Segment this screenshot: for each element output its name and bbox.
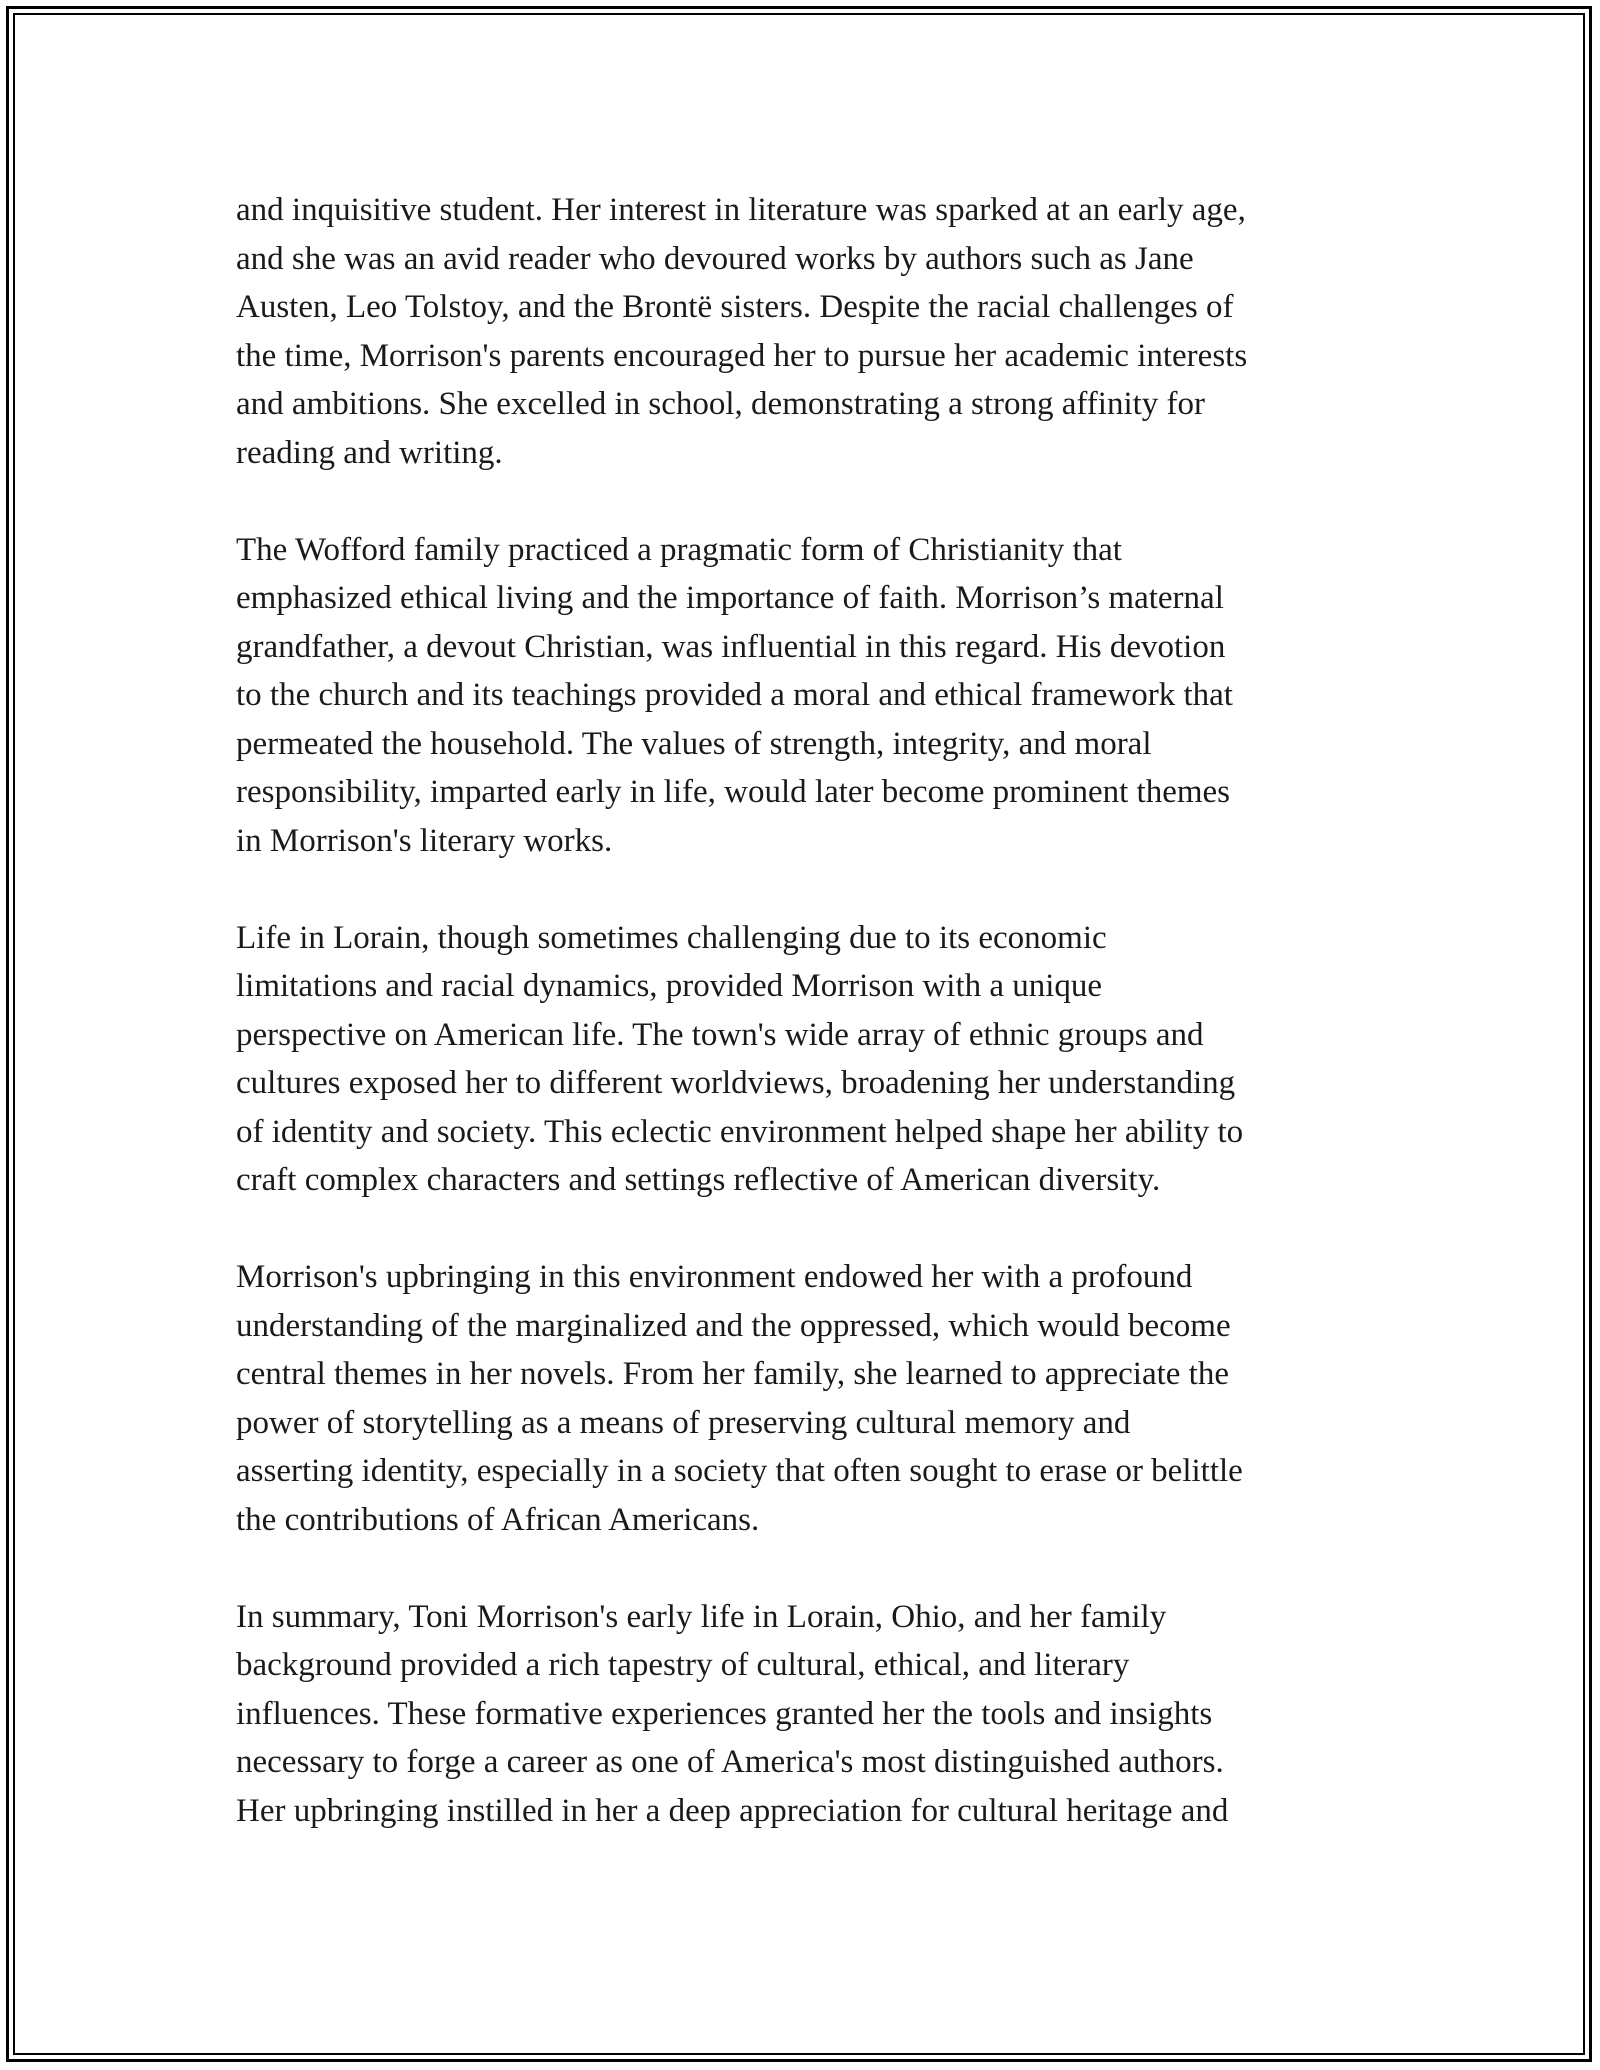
text-line: and ambitions. She excelled in school, demonstrating a strong affinity for (236, 386, 1206, 422)
paragraph-upbringing (236, 1253, 1386, 1544)
text-line: responsibility, imparted early in life, would later become prominent themes (236, 774, 1230, 810)
text-line: perspective on American life. The town's wide array of ethnic groups and (236, 1016, 1204, 1053)
text-line: of identity and society. This eclectic environment helped shape her ability to (236, 1113, 1244, 1150)
document-body (236, 186, 1386, 1884)
paragraph-family-faith (236, 526, 1386, 866)
text-line: background provided a rich tapestry of cultural, ethical, and literary (236, 1647, 1130, 1683)
text-line: Her upbringing instilled in her a deep appreciation for cultural heritage and (236, 1792, 1229, 1829)
text-line: cultures exposed her to different worldviews, broadening her understanding (236, 1065, 1236, 1101)
text-line: emphasized ethical living and the importance of faith. Morrison’s maternal (236, 580, 1224, 616)
text-line: the time, Morrison's parents encouraged her to pursue her academic interests (236, 337, 1248, 374)
text-line: influences. These formative experiences granted her the tools and insights (236, 1695, 1213, 1732)
text-line: to the church and its teachings provided a moral and ethical framework that (236, 677, 1233, 713)
text-line: Austen, Leo Tolstoy, and the Brontë sisters. Despite the racial challenges of (236, 289, 1234, 325)
text-line: grandfather, a devout Christian, was influential in this regard. His devotion (236, 628, 1226, 665)
text-line: and inquisitive student. Her interest in literature was sparked at an early age, (236, 192, 1246, 228)
text-line: The Wofford family practiced a pragmatic form of Christianity that (236, 531, 1122, 568)
paragraph-life-in-lorain (236, 914, 1386, 1205)
paragraph-summary (236, 1593, 1386, 1836)
text-line: in Morrison's literary works. (236, 822, 613, 859)
text-line: asserting identity, especially in a society that often sought to erase or belittle (236, 1453, 1243, 1489)
text-line: limitations and racial dynamics, provided Morrison with a unique (236, 968, 1103, 1004)
text-line: permeated the household. The values of strength, integrity, and moral (236, 725, 1152, 762)
paragraph-early-education (236, 186, 1386, 477)
text-line: central themes in her novels. From her family, she learned to appreciate the (236, 1356, 1229, 1392)
text-line: Life in Lorain, though sometimes challenging due to its economic (236, 919, 1107, 956)
text-line: and she was an avid reader who devoured works by authors such as Jane (236, 240, 1194, 277)
text-line: Morrison's upbringing in this environment endowed her with a profound (236, 1259, 1193, 1295)
text-line: In summary, Toni Morrison's early life in Lorain, Ohio, and her family (236, 1598, 1167, 1635)
text-line: craft complex characters and settings reflective of American diversity. (236, 1162, 1161, 1198)
text-line: reading and writing. (236, 434, 503, 471)
text-line: understanding of the marginalized and the oppressed, which would become (236, 1307, 1231, 1344)
text-line: necessary to forge a career as one of America's most distinguished authors. (236, 1744, 1224, 1780)
text-line: the contributions of African Americans. (236, 1501, 760, 1538)
text-line: power of storytelling as a means of preserving cultural memory and (236, 1404, 1131, 1441)
